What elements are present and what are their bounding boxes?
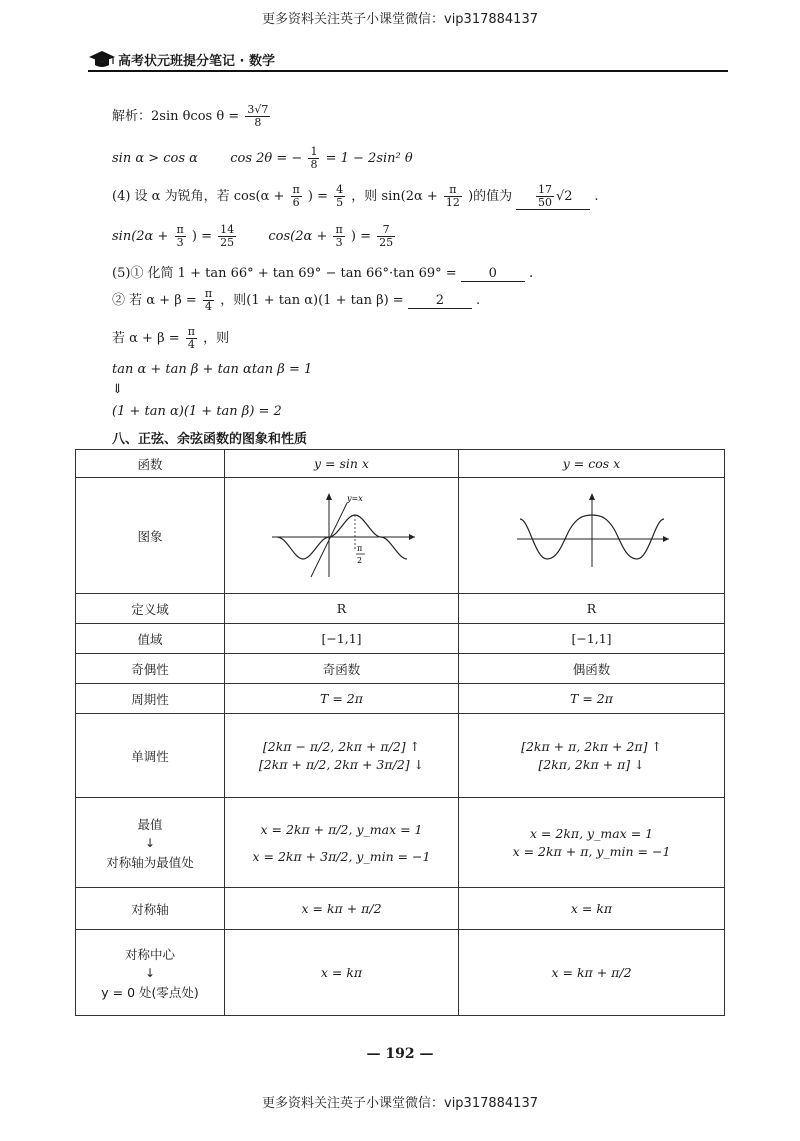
table-cell — [459, 714, 725, 798]
row-label — [76, 798, 225, 888]
table-row — [76, 684, 725, 714]
text: 若 α + β = — [112, 331, 180, 346]
table-cell: T = 2π — [459, 684, 725, 714]
table-row — [76, 654, 725, 684]
page-number: — 192 — — [366, 1046, 434, 1062]
cell-line: 最值 — [137, 816, 163, 832]
sine-graph — [267, 489, 417, 579]
fraction: $\frac{7}{25}$ — [379, 223, 394, 249]
row-label: 单调性 — [76, 714, 225, 798]
answer-blank: 2 — [408, 293, 472, 309]
cell-line: 对称中心 — [124, 946, 175, 962]
text: sin(2α + — [112, 229, 169, 244]
line-8: tan α + tan β + tan αtan β = 1 — [112, 362, 313, 377]
text: . — [475, 293, 481, 308]
y-axis-arrow — [589, 493, 595, 500]
table-cell: x = kπ + π/2 — [459, 930, 725, 1016]
line-9: ⇓ — [112, 382, 123, 397]
row-label: 奇偶性 — [76, 654, 225, 684]
line-2 — [112, 146, 413, 171]
header-cell: 函数 — [76, 450, 225, 478]
watermark-bottom: 更多资料关注英子小课堂微信：vip317884137 — [262, 1096, 538, 1111]
row-label: 周期性 — [76, 684, 225, 714]
row-label: 值域 — [76, 624, 225, 654]
table-row — [76, 594, 725, 624]
text: (4) 设 α 为锐角，若 cos(α + — [112, 189, 285, 204]
text: ) = — [307, 189, 329, 204]
cos-graph-cell — [459, 478, 725, 594]
answer-blank: 0 — [461, 266, 525, 282]
sin-graph-cell — [225, 478, 459, 594]
text: sin α > cos α — [112, 151, 198, 166]
cell-line: [2kπ, 2kπ + π] ↓ — [538, 757, 645, 772]
line-3 — [112, 184, 599, 210]
table-cell: R — [225, 594, 459, 624]
fraction: $\frac{4}{5}$ — [336, 183, 344, 209]
y-axis-arrow — [326, 493, 332, 500]
table-row — [76, 478, 725, 594]
down-arrow-icon: ↓ — [144, 835, 156, 850]
text: . — [594, 189, 599, 204]
cell-line: y = 0 处(零点处) — [101, 984, 199, 1000]
graduation-cap-icon — [88, 48, 116, 70]
cell-line: [2kπ + π, 2kπ + 2π] ↑ — [521, 739, 662, 754]
row-label: 对称轴 — [76, 888, 225, 930]
cell-line: x = 2kπ + 3π/2, y_min = −1 — [252, 848, 431, 864]
row-label — [76, 930, 225, 1016]
fraction: $\frac{\pi}{12}$ — [445, 183, 460, 209]
down-arrow-icon: ↓ — [144, 965, 156, 980]
fraction: $\frac{3√7}{8}$ — [247, 103, 269, 129]
line-5 — [112, 262, 533, 282]
text: cos 2θ = − — [230, 151, 303, 166]
table-cell: x = kπ — [225, 930, 459, 1016]
fraction: $\frac{14}{25}$ — [220, 223, 235, 249]
text: . — [528, 266, 534, 281]
cell-line: x = 2kπ + π, y_min = −1 — [512, 844, 671, 859]
cosine-graph — [512, 489, 672, 579]
header-rule — [88, 70, 728, 72]
line-10: (1 + tan α)(1 + tan β) = 2 — [112, 404, 282, 419]
cell-line: [2kπ + π/2, 2kπ + 3π/2] ↓ — [258, 757, 425, 772]
cell-line: x = 2kπ + π/2, y_max = 1 — [260, 821, 423, 837]
table-row — [76, 930, 725, 1016]
table-cell — [459, 798, 725, 888]
fraction: $\frac{\pi}{4}$ — [204, 287, 213, 313]
line-6 — [112, 288, 480, 313]
header-cell: y = cos x — [459, 450, 725, 478]
header-cell: y = sin x — [225, 450, 459, 478]
fraction: $\frac{17}{50}$ — [538, 183, 552, 209]
row-label: 定义域 — [76, 594, 225, 624]
section-title: 八、正弦、余弦函数的图象和性质 — [112, 432, 308, 447]
text: ，则(1 + tan α)(1 + tan β) = — [220, 293, 404, 308]
table-cell: 偶函数 — [459, 654, 725, 684]
fraction: $\frac{\pi}{6}$ — [292, 183, 300, 209]
table-cell: 奇函数 — [225, 654, 459, 684]
table-row — [76, 714, 725, 798]
cell-line: 对称轴为最值处 — [106, 854, 194, 870]
watermark-top: 更多资料关注英子小课堂微信：vip317884137 — [262, 12, 538, 27]
table-cell — [225, 798, 459, 888]
answer-blank: $\frac{17}{50}$ √2 — [516, 184, 590, 210]
text: )的值为 — [468, 189, 513, 204]
text: (5)① 化简 1 + tan 66° + tan 69° − tan 66°·tan 69° = — [112, 266, 457, 281]
row-label: 图象 — [76, 478, 225, 594]
fraction: $\frac{\pi}{3}$ — [335, 223, 343, 249]
line-7 — [112, 326, 229, 351]
line-4 — [112, 224, 397, 249]
fraction: $\frac{\pi}{4}$ — [187, 325, 195, 351]
text: ) = — [350, 229, 371, 244]
table-cell: R — [459, 594, 725, 624]
properties-table — [75, 449, 725, 1016]
table-row — [76, 888, 725, 930]
header-title: 高考状元班提分笔记 · 数学 — [118, 54, 275, 69]
text: ) = — [191, 229, 212, 244]
line-1 — [112, 104, 272, 129]
text: 解析：2sin θcos θ = — [112, 109, 240, 124]
text: = 1 − 2sin² θ — [325, 151, 413, 166]
text: ，则 sin(2α + — [351, 189, 438, 204]
annotation-y-equals-x: y=x — [346, 494, 363, 503]
table-cell — [225, 714, 459, 798]
fraction: $\frac{\pi}{3}$ — [176, 223, 184, 249]
text: ② 若 α + β = — [112, 293, 197, 308]
table-row — [76, 798, 725, 888]
x-axis-arrow — [409, 534, 415, 540]
table-cell: [−1,1] — [459, 624, 725, 654]
table-row — [76, 450, 725, 478]
x-axis-arrow — [663, 536, 669, 542]
table-cell: [−1,1] — [225, 624, 459, 654]
cell-line: x = 2kπ, y_max = 1 — [529, 826, 654, 841]
fraction: $\frac{1}{8}$ — [310, 145, 318, 171]
table-cell: T = 2π — [225, 684, 459, 714]
table-cell: x = kπ + π/2 — [225, 888, 459, 930]
annotation-two: 2 — [356, 556, 362, 565]
table-cell: x = kπ — [459, 888, 725, 930]
text: ，则 — [203, 331, 230, 346]
page-header — [88, 46, 728, 72]
annotation-pi: π — [356, 544, 362, 553]
text: cos(2α + — [268, 229, 328, 244]
cell-line: [2kπ − π/2, 2kπ + π/2] ↑ — [262, 739, 421, 754]
table-row — [76, 624, 725, 654]
